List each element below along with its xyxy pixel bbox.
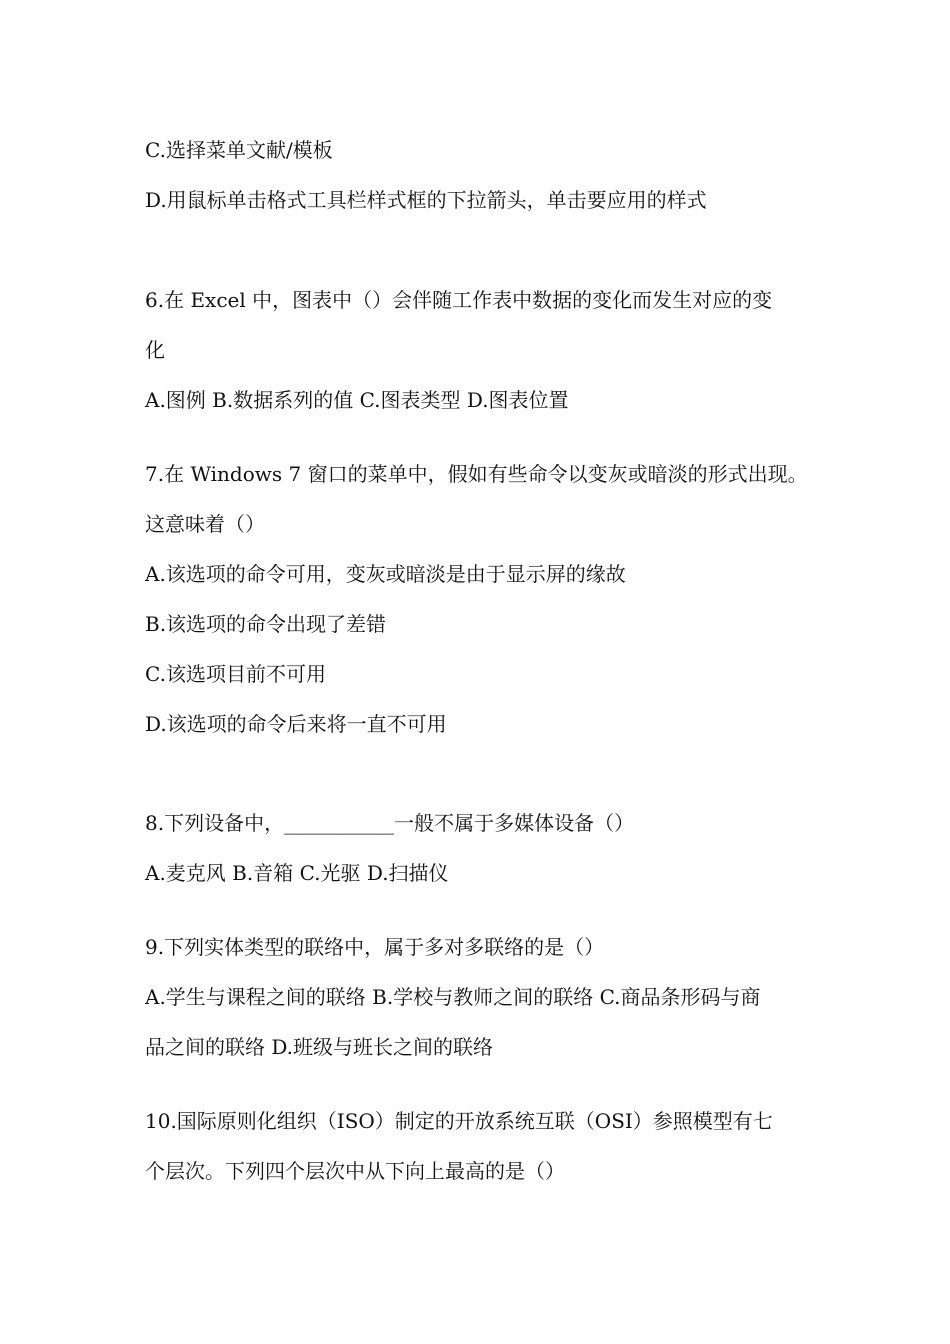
option-c-q5: C.选择菜单文献/模板 bbox=[145, 138, 333, 162]
option-c-q7: C.该选项目前不可用 bbox=[145, 662, 326, 686]
question-6-options: A.图例 B.数据系列的值 C.图表类型 D.图表位置 bbox=[145, 388, 569, 412]
question-10-line-2: 个层次。下列四个层次中从下向上最高的是（） bbox=[145, 1159, 565, 1183]
option-d-q5: D.用鼠标单击格式工具栏样式框的下拉箭头，单击要应用的样式 bbox=[145, 188, 707, 212]
question-9-options-line-1: A.学生与课程之间的联络 B.学校与教师之间的联络 C.商品条形码与商 bbox=[145, 985, 761, 1009]
question-8-options: A.麦克风 B.音箱 C.光驱 D.扫描仪 bbox=[145, 861, 449, 885]
question-8: 8.下列设备中，___________一般不属于多媒体设备（） bbox=[145, 811, 635, 835]
question-7-line-2: 这意味着（） bbox=[145, 512, 265, 536]
question-10-line-1: 10.国际原则化组织（ISO）制定的开放系统互联（OSI）参照模型有七 bbox=[145, 1109, 773, 1133]
option-d-q7: D.该选项的命令后来将一直不可用 bbox=[145, 712, 447, 736]
question-7-line-1: 7.在 Windows 7 窗口的菜单中，假如有些命令以变灰或暗淡的形式出现。 bbox=[145, 462, 808, 486]
question-9-options-line-2: 品之间的联络 D.班级与班长之间的联络 bbox=[145, 1035, 494, 1059]
option-a-q7: A.该选项的命令可用，变灰或暗淡是由于显示屏的缘故 bbox=[145, 562, 626, 586]
question-6-line-1: 6.在 Excel 中，图表中（）会伴随工作表中数据的变化而发生对应的变 bbox=[145, 288, 773, 312]
question-6-line-2: 化 bbox=[145, 338, 165, 362]
option-b-q7: B.该选项的命令出现了差错 bbox=[145, 612, 387, 636]
question-9: 9.下列实体类型的联络中，属于多对多联络的是（） bbox=[145, 935, 605, 959]
